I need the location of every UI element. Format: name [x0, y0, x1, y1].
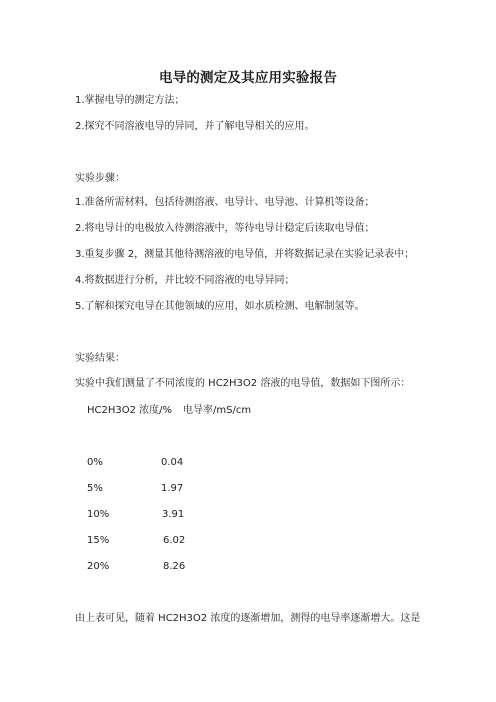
step-line: 4.将数据进行分析，并比较不同溶液的电导异同；: [75, 275, 295, 286]
step-line: 5.了解和探究电导在其他领域的应用，如水质检测、电解制氢等。: [75, 301, 365, 312]
table-header-concentration: HC2H3O2 浓度/%: [87, 405, 173, 416]
table-cell-conductivity: 0.04: [161, 457, 184, 468]
step-line: 2.将电导计的电极放入待测溶液中，等待电导计稳定后读取电导值；: [75, 223, 375, 234]
table-header-conductivity: 电导率/mS/cm: [183, 405, 252, 416]
table-cell-conductivity: 1.97: [161, 483, 184, 494]
table-cell-concentration: 20%: [87, 561, 110, 572]
table-cell-conductivity: 8.26: [163, 561, 186, 572]
step-line: 1.准备所需材料，包括待测溶液、电导计、电导池、计算机等设备；: [75, 197, 375, 208]
step-line: 3.重复步骤 2，测量其他待测溶液的电导值，并将数据记录在实验记录表中；: [75, 249, 415, 260]
conclusion-text: 由上表可见，随着 HC2H3O2 浓度的逐渐增加，测得的电导率逐渐增大。这是: [75, 613, 421, 624]
results-intro: 实验中我们测量了不同浓度的 HC2H3O2 溶液的电导值，数据如下图所示：: [75, 378, 411, 389]
objective-line: 1.掌握电导的测定方法；: [75, 95, 185, 106]
table-cell-conductivity: 3.91: [162, 509, 185, 520]
steps-heading: 实验步骤：: [75, 173, 125, 184]
table-cell-concentration: 0%: [87, 457, 103, 468]
table-cell-concentration: 15%: [87, 535, 110, 546]
results-heading: 实验结果：: [75, 353, 125, 364]
table-cell-concentration: 5%: [87, 483, 103, 494]
table-cell-concentration: 10%: [87, 509, 110, 520]
document-title: 电导的测定及其应用实验报告: [158, 70, 338, 86]
objective-line: 2.探究不同溶液电导的异同，并了解电导相关的应用。: [75, 121, 315, 132]
table-cell-conductivity: 6.02: [163, 535, 186, 546]
